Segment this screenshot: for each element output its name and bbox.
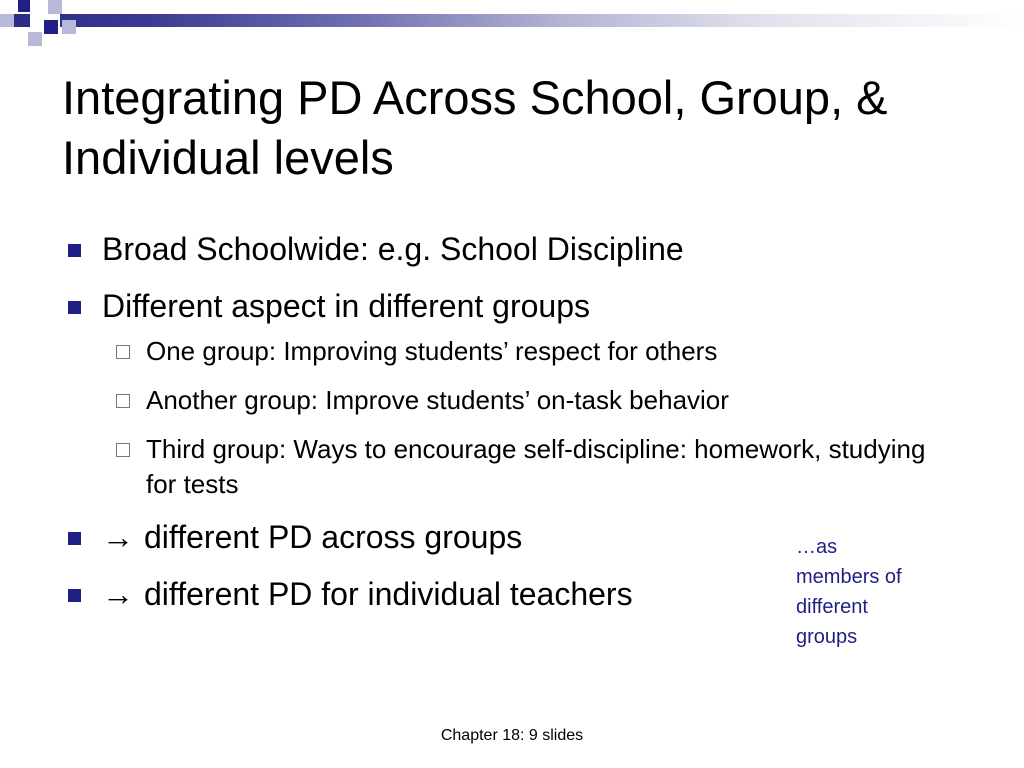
bullet-text: Different aspect in different groups bbox=[102, 288, 590, 324]
square-bullet-icon bbox=[68, 532, 81, 545]
right-arrow-icon: → bbox=[102, 519, 134, 555]
header-square bbox=[28, 32, 42, 46]
square-bullet-icon bbox=[68, 589, 81, 602]
header-square bbox=[62, 20, 76, 34]
header-square bbox=[18, 0, 30, 12]
hollow-square-bullet-icon bbox=[116, 345, 130, 359]
sub-bullet-item bbox=[62, 432, 942, 502]
square-bullet-icon bbox=[68, 301, 81, 314]
hollow-square-bullet-icon bbox=[116, 394, 130, 408]
sub-bullet-item bbox=[62, 334, 942, 369]
header-square bbox=[44, 20, 58, 34]
square-bullet-icon bbox=[68, 244, 81, 257]
bullet-text: different PD for individual teachers bbox=[144, 576, 633, 612]
side-note: …as members of different groups bbox=[796, 536, 902, 648]
header-gradient-band bbox=[0, 14, 1024, 27]
right-arrow-icon: → bbox=[102, 576, 134, 612]
slide-footer: Chapter 18: 9 slides bbox=[440, 727, 584, 744]
sub-bullet-text: One group: Improving students’ respect for others bbox=[146, 336, 718, 366]
header-square bbox=[0, 14, 14, 27]
sub-bullet-text: Another group: Improve students’ on-task behavior bbox=[146, 385, 729, 415]
slide-title: Integrating PD Across School, Group, & Individual levels bbox=[62, 71, 888, 184]
bullet-item bbox=[62, 228, 942, 270]
header-square bbox=[48, 0, 62, 14]
bullet-item bbox=[62, 285, 942, 327]
sub-bullet-item bbox=[62, 383, 942, 418]
hollow-square-bullet-icon bbox=[116, 443, 130, 457]
bullet-text: Broad Schoolwide: e.g. School Discipline bbox=[102, 231, 684, 267]
bullet-text: different PD across groups bbox=[144, 519, 523, 555]
sub-bullet-text: Third group: Ways to encourage self-discipline: homework, studying for tests bbox=[146, 434, 926, 499]
